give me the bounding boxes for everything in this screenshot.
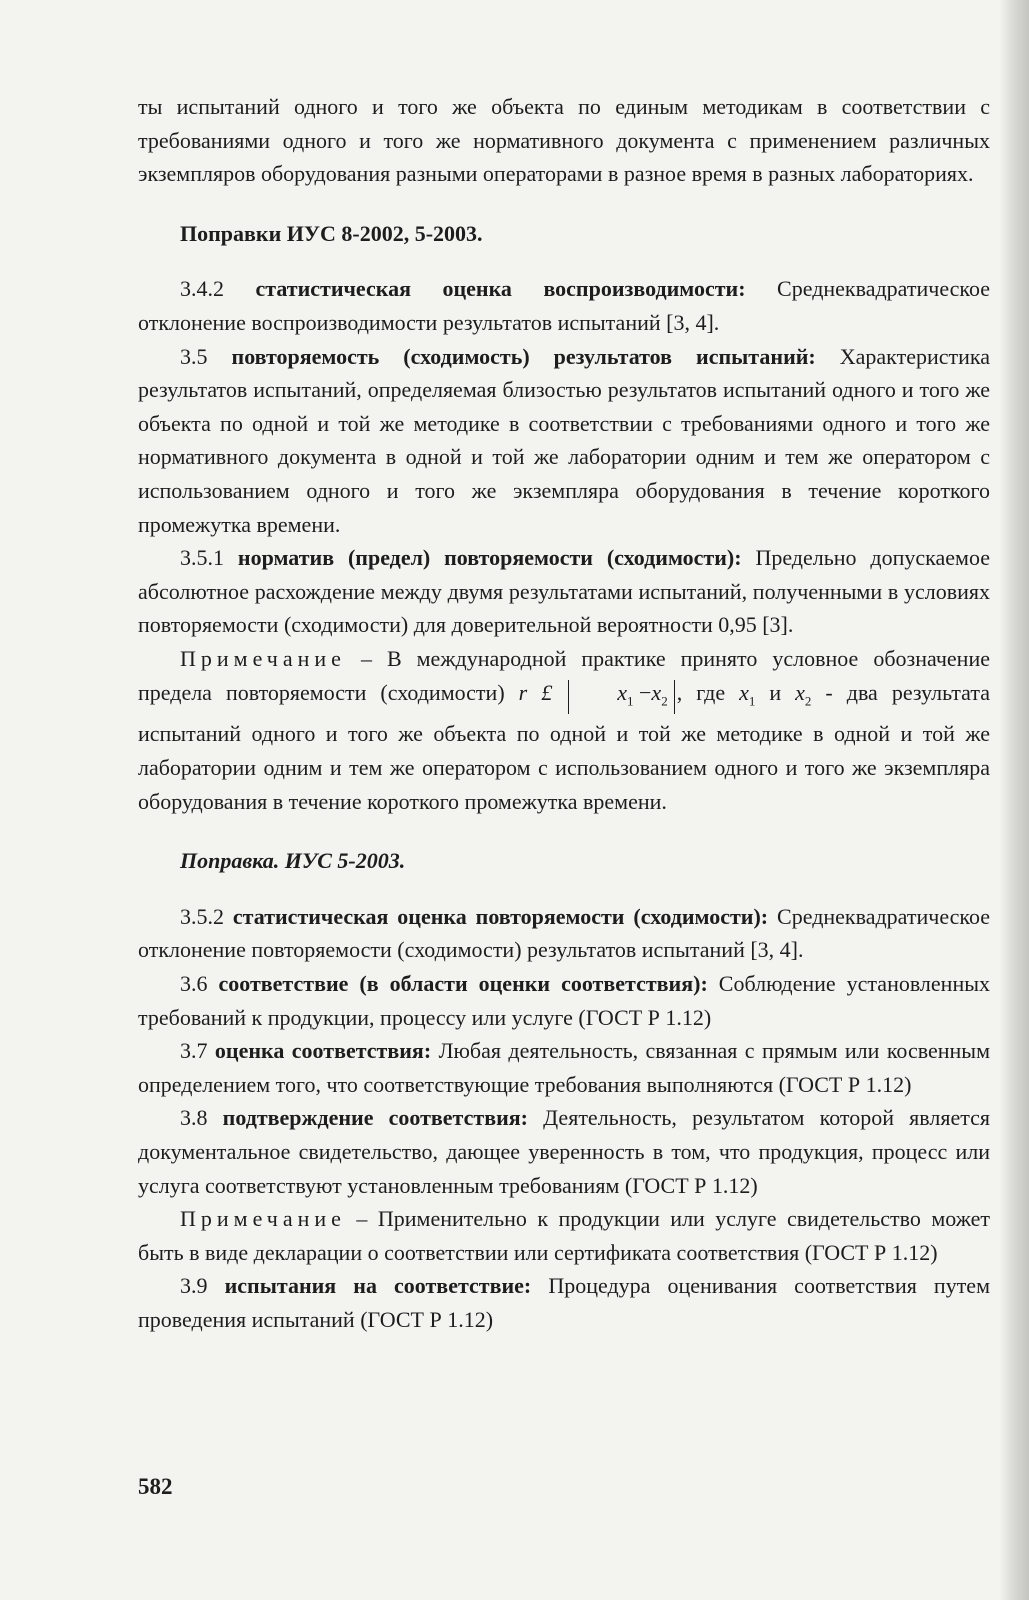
definition-text: Среднеквадратическое отклонение повторяемости (сходимости) результатов испытаний [3, 4].: [138, 903, 991, 963]
term: статистическая оценка повторяемости (сходимости):: [232, 903, 769, 929]
definition-text: Характеристика результатов испытаний, определяемая близостью результатов испытаний одного и того же объекта по одной и той же методике в соответствии с требованиями одного и того же нормативного документа в одной и той же лаборатории одним и тем же оператором с использованием одного и того же экземпляра оборудования в течение короткого промежутка времени.: [138, 343, 991, 537]
definition-3-8: [138, 1101, 990, 1202]
term: соответствие (в области оценки соответствия):: [218, 971, 708, 997]
note-label: Примечание: [180, 645, 346, 671]
clause-number: 3.5.2: [180, 903, 233, 929]
definition-text: Соблюдение установленных требований к продукции, процессу или услуге (ГОСТ Р 1.12): [138, 971, 991, 1030]
clause-number: 3.5: [180, 343, 232, 369]
note-text: – В международной практике принято условное обозначение предела повторяемости (сходимости): [138, 645, 990, 705]
definition-text: Процедура оценивания соответствия путем проведения испытаний (ГОСТ Р 1.12): [138, 1273, 990, 1332]
term: статистическая оценка воспроизводимости:: [255, 276, 746, 302]
clause-number: 3.7: [180, 1038, 215, 1064]
term: подтверждение соответствия:: [222, 1105, 528, 1131]
definition-text: Деятельность, результатом которой является документальное свидетельство, дающее уверенность в том, что продукция, процесс или услуга соответствуют установленным требованиям (ГОСТ Р 1.12): [138, 1105, 990, 1198]
amendment-note-2: Поправка. ИУС 5-2003.: [180, 848, 406, 874]
definition-3-9: [138, 1269, 990, 1336]
term: норматив (предел) повторяемости (сходимости):: [237, 545, 742, 571]
term: повторяемость (сходимость) результатов испытаний:: [231, 343, 816, 369]
definition-text: Среднеквадратическое отклонение воспроизводимости результатов испытаний [3, 4].: [138, 276, 991, 335]
definition-3-5-2: [138, 900, 990, 967]
formula-repeatability-limit: r £ $x_1 -x_2$: [519, 680, 677, 705]
definition-3-4-2: [138, 272, 990, 339]
note-text: – Применительно к продукции или услуге свидетельство может быть в виде декларации о соответствии или сертификата соответствия (ГОСТ Р 1.12): [138, 1206, 990, 1265]
note-3-5-1: [138, 642, 990, 818]
definition-text: Любая деятельность, связанная с прямым или косвенным определением того, что соответствующие требования выполняются (ГОСТ Р 1.12): [138, 1038, 991, 1097]
definition-3-5-1: [138, 541, 990, 642]
page-text: [138, 90, 990, 1337]
paragraph-continuation: ты испытаний одного и того же объекта по единым методикам в соответствии с требованиями одного и того же нормативного документа с применением различных экземпляров оборудования разными операторами в разное время в разных лабораториях.: [138, 94, 990, 187]
definition-3-7: [138, 1034, 990, 1101]
definition-3-6: [138, 967, 990, 1034]
term: испытания на соответствие:: [224, 1273, 532, 1299]
clause-number: 3.9: [180, 1273, 225, 1299]
clause-number: 3.8: [180, 1105, 223, 1131]
amendment-note-1: Поправки ИУС 8-2002, 5-2003.: [180, 220, 483, 246]
variable-x1: $x_1$: [739, 679, 756, 708]
clause-number: 3.4.2: [180, 276, 256, 302]
clause-number: 3.6: [180, 971, 219, 997]
note-text: , где: [676, 679, 740, 705]
term: оценка соответствия:: [214, 1038, 432, 1064]
page-number: 582: [138, 1474, 173, 1499]
note-3-8: [138, 1202, 990, 1269]
definition-text: Предельно допускаемое абсолютное расхождение между двумя результатами испытаний, полученными в условиях повторяемости (сходимости) для доверительной вероятности 0,95 [3].: [138, 545, 990, 638]
definition-3-5: [138, 340, 990, 542]
page-edge-shadow: [999, 0, 1029, 1600]
variable-x2: $x_2$: [795, 679, 812, 708]
note-text: - два результата испытаний одного и того же объекта по одной и той же методике в одной и той же лаборатории одним и тем же оператором с использованием одного и того же экземпляра оборудования в течение короткого промежутка времени.: [138, 679, 991, 814]
note-text: и: [755, 679, 796, 705]
note-label: Примечание: [180, 1206, 346, 1232]
clause-number: 3.5.1: [180, 545, 238, 571]
